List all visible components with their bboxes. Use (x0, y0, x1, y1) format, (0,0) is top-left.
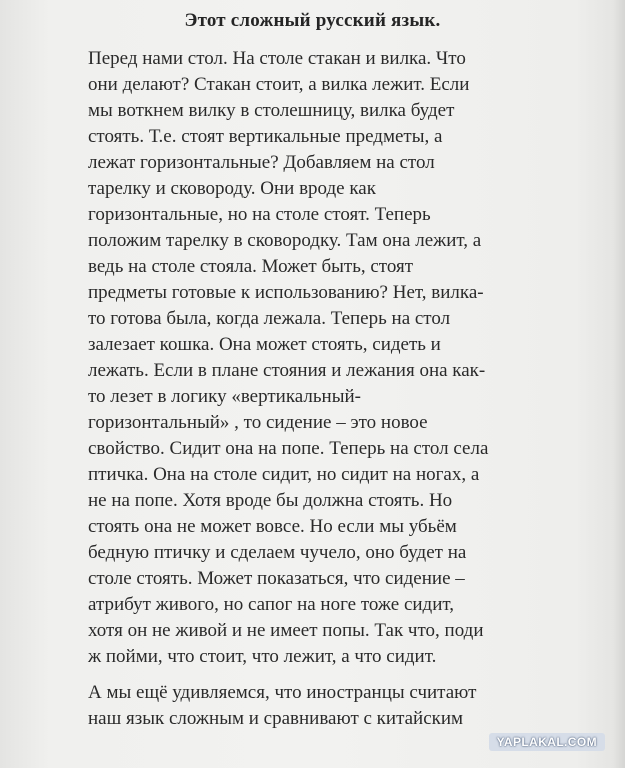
site-watermark: YAPLAKAL.COM (489, 733, 605, 751)
text-line: лежать. Если в плане стояния и лежания она как- (88, 360, 486, 381)
text-line: залезает кошка. Она может стоять, сидеть и (88, 334, 441, 355)
text-line: положим тарелку в сковородку. Там она лежит, а (88, 230, 482, 251)
text-line: они делают? Стакан стоит, а вилка лежит. Если (88, 74, 470, 95)
text-line: стоять она не может вовсе. Но если мы убьём (88, 516, 457, 537)
text-line: Перед нами стол. На столе стакан и вилка. Что (88, 48, 466, 69)
text-line: птичка. Она на столе сидит, но сидит на ногах, а (88, 464, 480, 485)
text-line: столе стоять. Может показаться, что сидение – (88, 568, 465, 589)
text-line: лежат горизонтальные? Добавляем на стол (88, 152, 435, 173)
document-title: Этот сложный русский язык. (184, 10, 441, 31)
text-line: атрибут живого, но сапог на ноге тоже сидит, (88, 594, 455, 615)
text-line: то готова была, когда лежала. Теперь на стол (88, 308, 451, 329)
text-line: хотя он не живой и не имеет попы. Так что, поди (88, 620, 484, 641)
text-line: ведь на столе стояла. Может быть, стоят (88, 256, 414, 277)
text-line: бедную птичку и сделаем чучело, оно будет на (88, 542, 467, 563)
text-line: наш язык сложным и сравнивают с китайским (88, 708, 464, 729)
paragraph-2 (88, 680, 608, 732)
text-line: не на попе. Хотя вроде бы должна стоять. Но (88, 490, 453, 511)
paragraph-1 (88, 46, 608, 670)
text-line: тарелку и сковороду. Они вроде как (88, 178, 376, 199)
text-line: горизонтальный» , то сидение – это новое (88, 412, 428, 433)
text-line: горизонтальные, но на столе стоят. Теперь (88, 204, 431, 225)
text-line: А мы ещё удивляемся, что иностранцы считают (88, 682, 477, 703)
text-line: стоять. Т.е. стоят вертикальные предметы, а (88, 126, 443, 147)
text-line: свойство. Сидит она на попе. Теперь на стол села (88, 438, 489, 459)
text-line: предметы готовые к использованию? Нет, вилка- (88, 282, 484, 303)
text-line: то лезет в логику «вертикальный- (88, 386, 361, 407)
text-line: мы воткнем вилку в столешницу, вилка будет (88, 100, 455, 121)
text-line: ж пойми, что стоит, что лежит, а что сидит. (88, 646, 437, 667)
page-edge-shadow (613, 0, 625, 768)
document-body (88, 46, 608, 732)
